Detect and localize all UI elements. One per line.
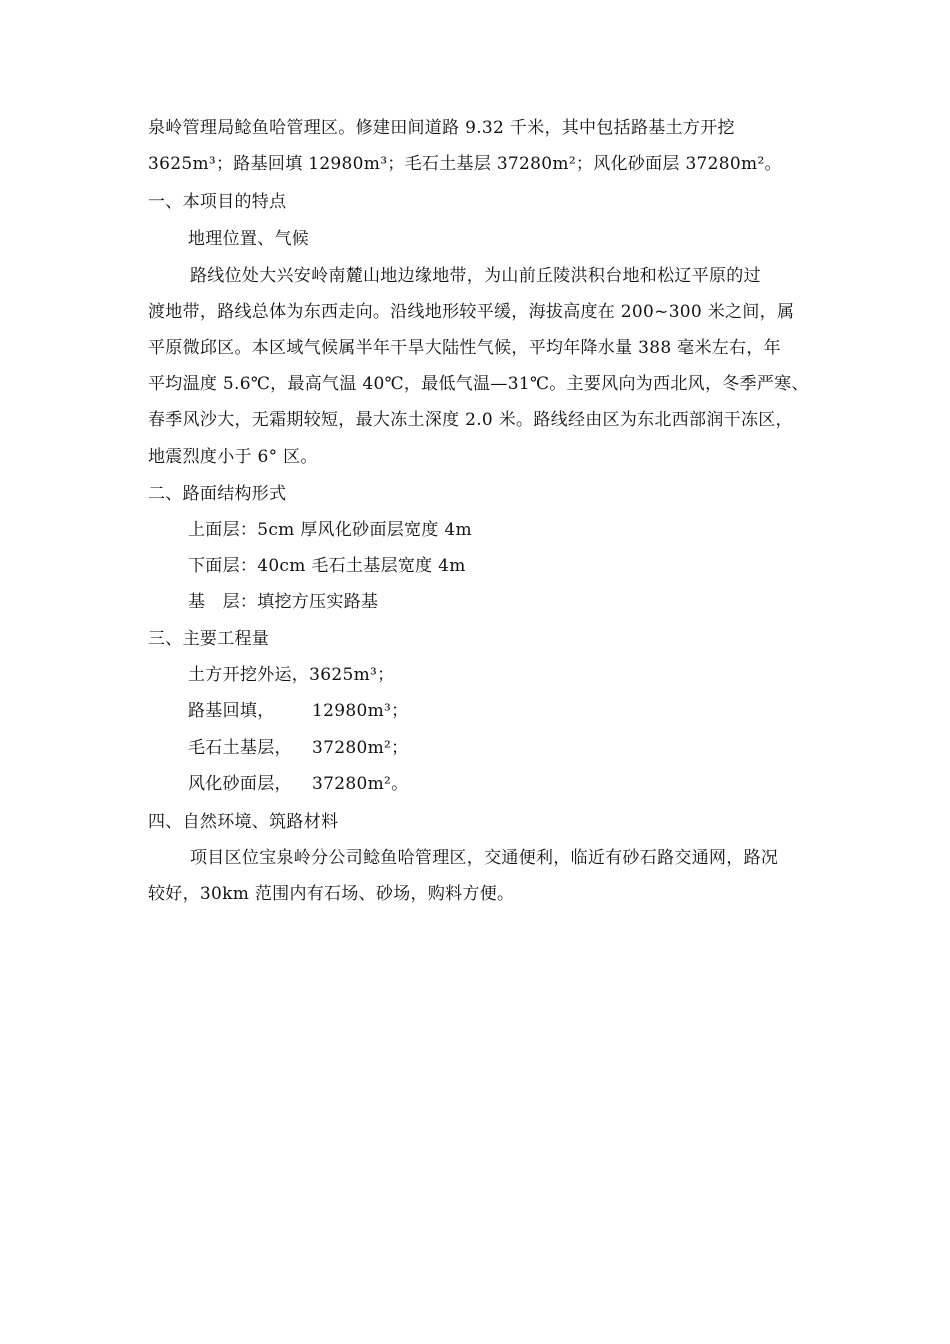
section-1-para-line-5: 春季风沙大，无霜期较短，最大冻土深度 2.0 米。路线经由区为东北西部润干冻区， bbox=[148, 410, 793, 430]
section-1-para-line-3: 平原微邱区。本区域气候属半年干旱大陆性气候，平均年降水量 388 毫米左右，年 bbox=[148, 338, 781, 358]
section-2-heading: 二、路面结构形式 bbox=[148, 484, 287, 504]
section-4-para-line-2: 较好，30km 范围内有石场、砂场，购料方便。 bbox=[148, 884, 515, 904]
quantity-value: 37280m²。 bbox=[312, 774, 409, 794]
quantity-label: 毛石土基层， bbox=[188, 738, 292, 758]
section-2-item-1: 上面层：5cm 厚风化砂面层宽度 4m bbox=[188, 520, 472, 540]
intro-line-1: 泉岭管理局鲶鱼哈管理区。修建田间道路 9.32 千米，其中包括路基土方开挖 bbox=[148, 118, 735, 138]
section-1-para-line-2: 渡地带，路线总体为东西走向。沿线地形较平缓，海拔高度在 200~300 米之间，属 bbox=[148, 302, 795, 322]
section-1-para-line-1: 路线位处大兴安岭南麓山地边缘地带，为山前丘陵洪积台地和松辽平原的过 bbox=[190, 266, 761, 286]
quantity-value: 12980m³； bbox=[312, 701, 409, 721]
intro-line-2: 3625m³；路基回填 12980m³；毛石土基层 37280m²；风化砂面层 37280m²。 bbox=[148, 154, 782, 174]
section-1-para-line-6: 地震烈度小于 6° 区。 bbox=[148, 447, 318, 467]
quantity-value: 3625m³； bbox=[309, 665, 395, 685]
section-3-heading: 三、主要工程量 bbox=[148, 629, 270, 649]
section-2-item-3: 基 层：填挖方压实路基 bbox=[188, 592, 379, 612]
quantity-label: 路基回填， bbox=[188, 701, 275, 721]
quantity-item-4 bbox=[188, 772, 408, 796]
quantity-value: 37280m²； bbox=[312, 738, 409, 758]
quantity-item-1 bbox=[188, 663, 394, 687]
section-1-para-line-4: 平均温度 5.6℃，最高气温 40℃，最低气温—31℃。主要风向为西北风，冬季严寒、 bbox=[148, 374, 809, 394]
section-1-heading: 一、本项目的特点 bbox=[148, 192, 287, 212]
quantity-label: 土方开挖外运， bbox=[188, 665, 310, 685]
section-4-para-line-1: 项目区位宝泉岭分公司鲶鱼哈管理区，交通便利，临近有砂石路交通网，路况 bbox=[190, 848, 779, 868]
quantity-label: 风化砂面层， bbox=[188, 774, 292, 794]
section-4-heading: 四、自然环境、筑路材料 bbox=[148, 812, 339, 832]
quantity-item-2 bbox=[188, 699, 408, 723]
section-2-item-2: 下面层：40cm 毛石土基层宽度 4m bbox=[188, 556, 466, 576]
quantity-item-3 bbox=[188, 736, 408, 760]
section-1-subheading: 地理位置、气候 bbox=[188, 229, 310, 249]
